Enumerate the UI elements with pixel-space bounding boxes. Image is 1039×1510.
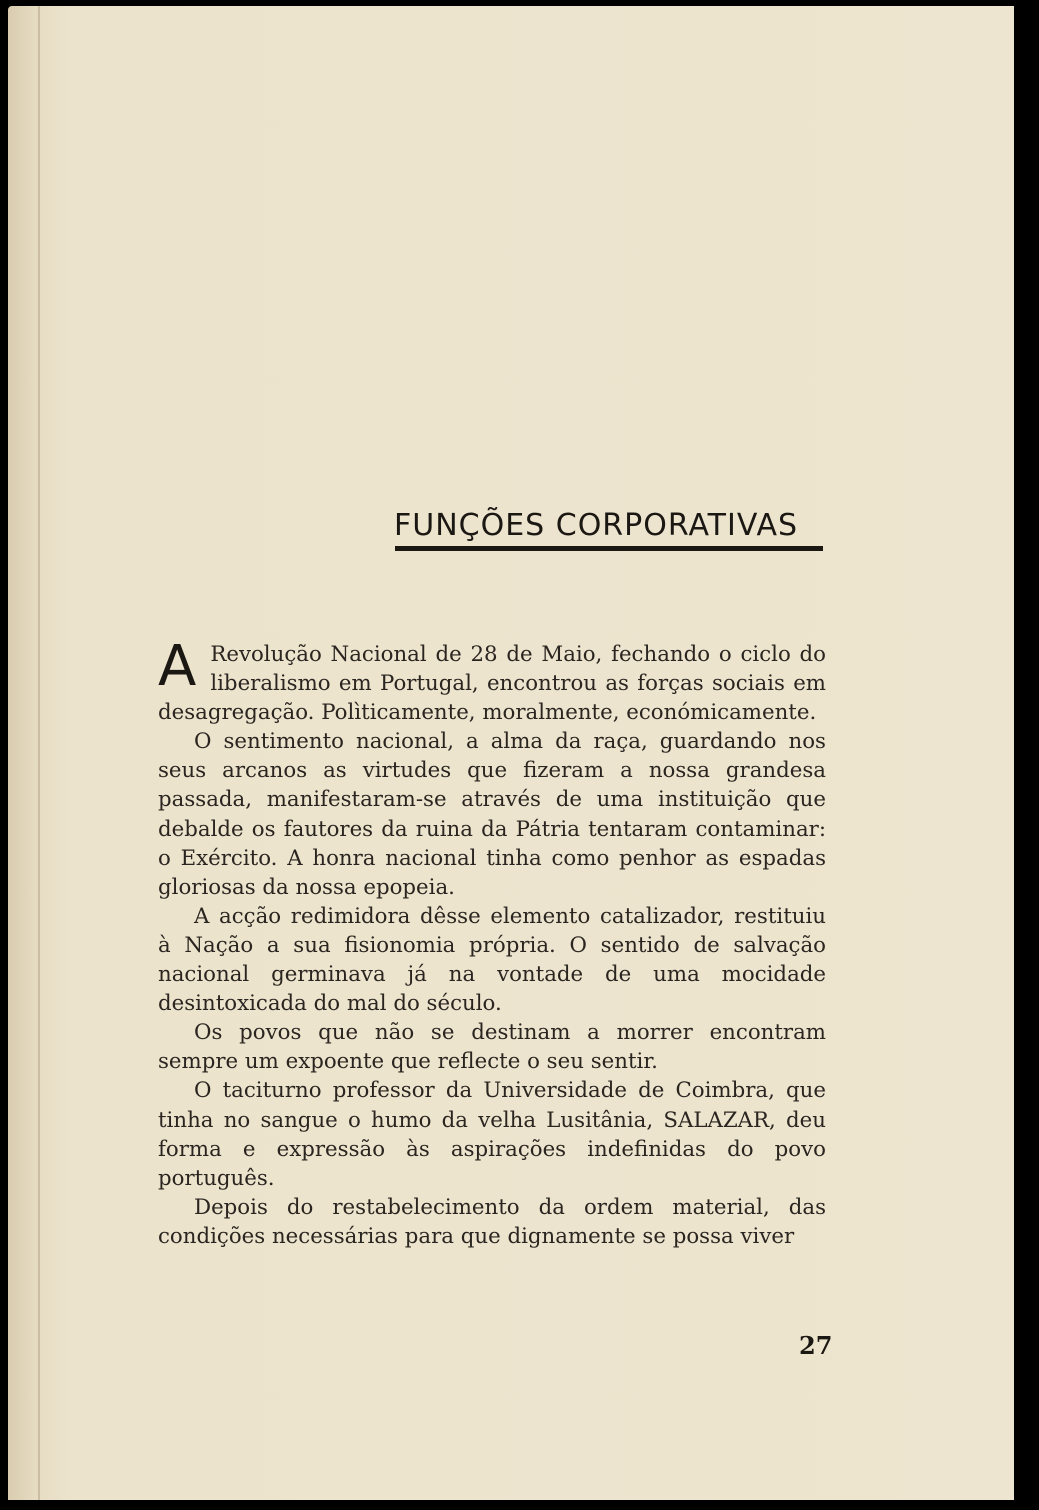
paragraph-5: O taciturno professor da Universidade de Coimbra, que tinha no sangue o humo da velha Lusitânia, SALAZAR, deu forma e expressão às aspirações indefinidas do povo português. — [158, 1078, 826, 1191]
paragraph-2: O sentimento nacional, a alma da raça, guardando nos seus arcanos as virtudes que fizeram a nossa grandesa passada, manifestaram-se através de uma instituição que debalde os fautores da ruina da Pátria tentaram contaminar: o Exército. A honra nacional tinha como penhor as espadas gloriosas da nossa epopeia. — [158, 729, 826, 900]
paragraph-1 — [158, 634, 826, 727]
book-page — [8, 6, 1014, 1500]
drop-cap: A — [158, 634, 197, 699]
page-number: 27 — [799, 1331, 833, 1360]
page-gutter — [38, 6, 40, 1500]
chapter-title: FUNÇÕES CORPORATIVAS — [394, 508, 799, 543]
paragraph-1-text: Revolução Nacional de 28 de Maio, fechando o ciclo do liberalismo em Portugal, encontrou as forças sociais em desagregação. Polìticamente, moralmente, económicamente. — [158, 642, 826, 726]
paragraph-4: Os povos que não se destinam a morrer encontram sempre um expoente que reflecte o seu sentir. — [158, 1020, 826, 1075]
title-underline — [395, 546, 823, 551]
body-text — [158, 634, 826, 1251]
paragraph-6: Depois do restabelecimento da ordem material, das condições necessárias para que dignamente se possa viver — [158, 1194, 826, 1249]
paragraph-3: A acção redimidora dêsse elemento catalizador, restituiu à Nação a sua fisionomia própria. O sentido de salvação nacional germinava já na vontade de uma mocidade desintoxicada do mal do século. — [158, 903, 826, 1017]
